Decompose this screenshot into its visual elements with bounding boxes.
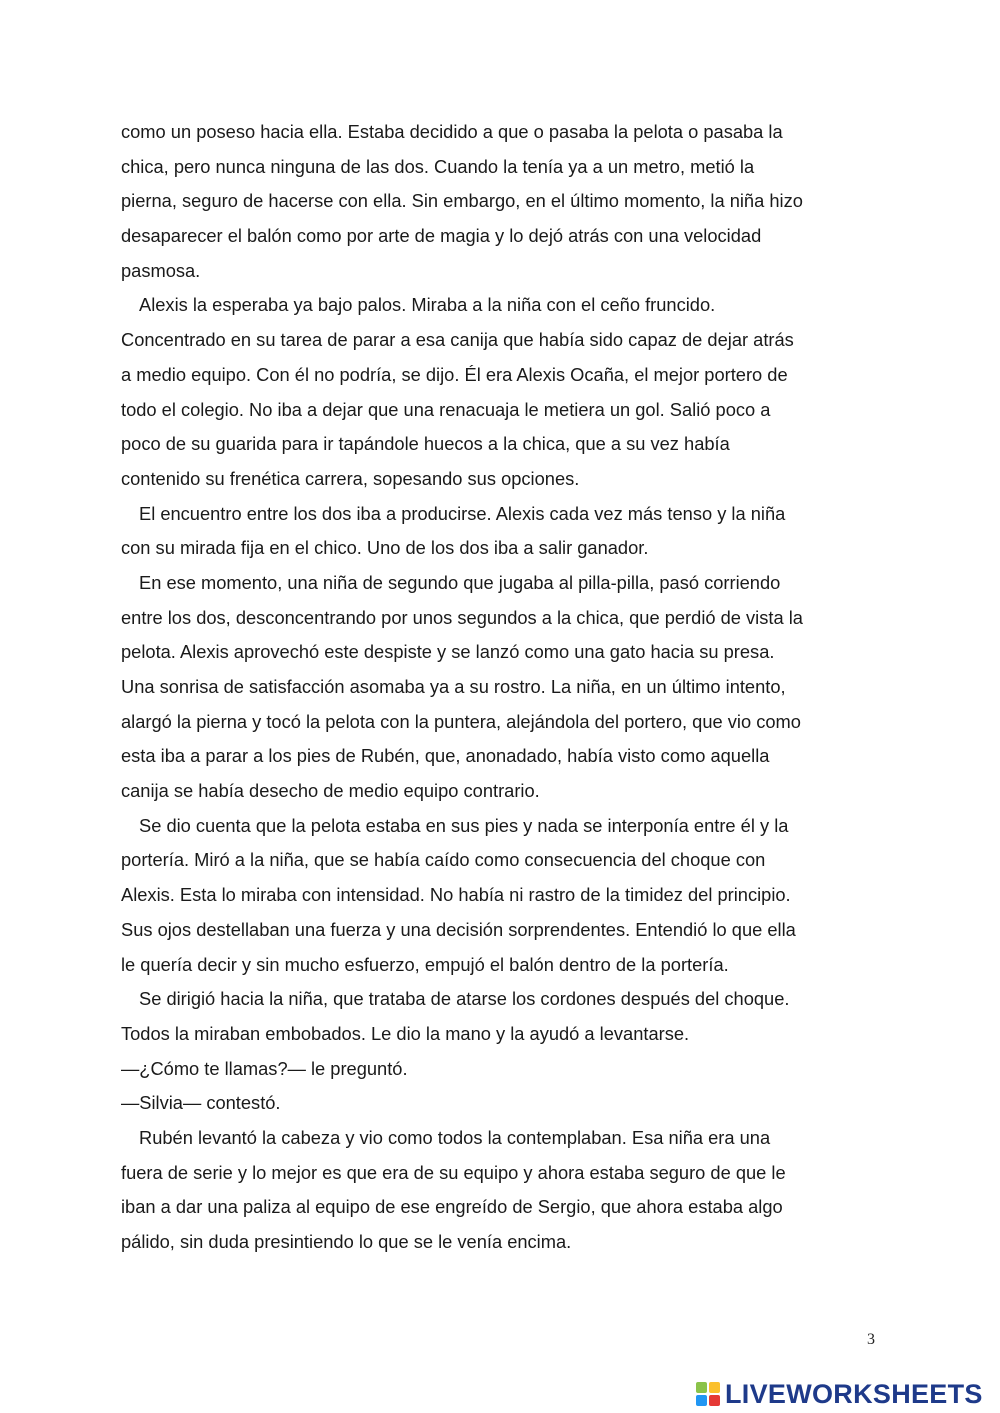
text-line: poco de su guarida para ir tapándole huecos a la chica, que a su vez había [121, 433, 730, 455]
text-line: contenido su frenética carrera, sopesando sus opciones. [121, 467, 580, 489]
text-line: alargó la pierna y tocó la pelota con la puntera, alejándola del portero, que vio como [121, 710, 801, 732]
text-line: Todos la miraban embobados. Le dio la mano y la ayudó a levantarse. [121, 1022, 690, 1044]
text-line: con su mirada fija en el chico. Uno de los dos iba a salir ganador. [121, 537, 649, 559]
text-line: le quería decir y sin mucho esfuerzo, empujó el balón dentro de la portería. [121, 953, 729, 975]
text-line: Se dio cuenta que la pelota estaba en sus pies y nada se interponía entre él y la [139, 814, 789, 836]
text-line: Sus ojos destellaban una fuerza y una decisión sorprendentes. Entendió lo que ella [121, 918, 796, 940]
text-line: entre los dos, desconcentrando por unos segundos a la chica, que perdió de vista la [121, 606, 803, 628]
text-line: como un poseso hacia ella. Estaba decidido a que o pasaba la pelota o pasaba la [121, 121, 783, 142]
text-line: Concentrado en su tarea de parar a esa canija que había sido capaz de dejar atrás [121, 329, 794, 351]
text-line: —Silvia— contestó. [121, 1092, 281, 1114]
text-line: desaparecer el balón como por arte de magia y lo dejó atrás con una velocidad [121, 225, 762, 247]
text-line: fuera de serie y lo mejor es que era de su equipo y ahora estaba seguro de que le [121, 1161, 786, 1183]
text-line: canija se había desecho de medio equipo contrario. [121, 780, 540, 802]
logo-tile-blue [696, 1395, 707, 1406]
text-line: pálido, sin duda presintiendo lo que se le venía encima. [121, 1231, 572, 1252]
text-line: Se dirigió hacia la niña, que trataba de atarse los cordones después del choque. [139, 988, 790, 1010]
text-line: pasmosa. [121, 259, 201, 281]
text-line: Alexis la esperaba ya bajo palos. Miraba a la niña con el ceño fruncido. [139, 294, 716, 316]
page-number: 3 [867, 1331, 875, 1348]
text-line: pelota. Alexis aprovechó este despiste y se lanzó como una gato hacia su presa. [121, 641, 775, 663]
logo-tile-red [709, 1395, 720, 1406]
liveworksheets-logo-icon [696, 1382, 720, 1406]
text-line: esta iba a parar a los pies de Rubén, que, anonadado, había visto como aquella [121, 745, 770, 767]
text-line: todo el colegio. No iba a dejar que una renacuaja le metiera un gol. Salió poco a [121, 398, 771, 420]
text-line: iban a dar una paliza al equipo de ese engreído de Sergio, que ahora estaba algo [121, 1196, 783, 1218]
text-line: En ese momento, una niña de segundo que jugaba al pilla-pilla, pasó corriendo [139, 571, 781, 593]
liveworksheets-brand[interactable] [696, 1377, 983, 1411]
text-line: El encuentro entre los dos iba a producirse. Alexis cada vez más tenso y la niña [139, 502, 786, 524]
text-line: Rubén levantó la cabeza y vio como todos la contemplaban. Esa niña era una [139, 1126, 771, 1148]
story-text [121, 115, 881, 1260]
text-line: chica, pero nunca ninguna de las dos. Cuando la tenía ya a un metro, metió la [121, 155, 755, 177]
logo-tile-green [696, 1382, 707, 1393]
text-line: —¿Cómo te llamas?— le preguntó. [121, 1057, 408, 1079]
text-line: a medio equipo. Con él no podría, se dijo. Él era Alexis Ocaña, el mejor portero de [121, 363, 788, 385]
logo-tile-yellow [709, 1382, 720, 1393]
text-line: Una sonrisa de satisfacción asomaba ya a su rostro. La niña, en un último intento, [121, 676, 786, 697]
text-line: Alexis. Esta lo miraba con intensidad. No había ni rastro de la timidez del principio. [121, 884, 791, 906]
text-line: pierna, seguro de hacerse con ella. Sin embargo, en el último momento, la niña hizo [121, 190, 803, 212]
brand-name: LIVEWORKSHEETS [725, 1378, 983, 1409]
text-line: portería. Miró a la niña, que se había caído como consecuencia del choque con [121, 849, 766, 871]
